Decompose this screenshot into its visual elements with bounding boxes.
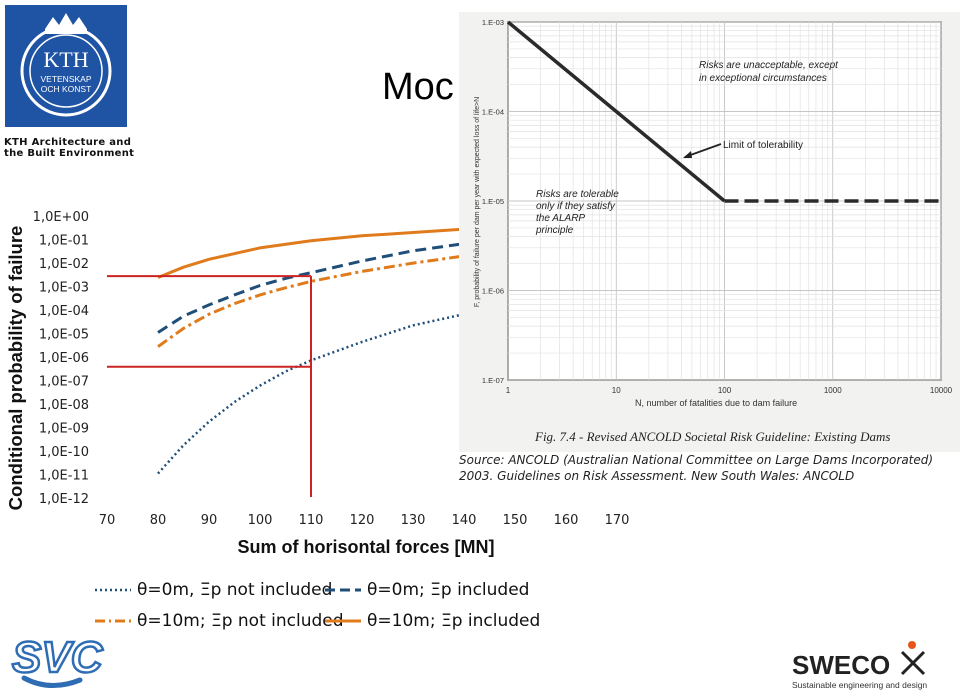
legend-item-series-3 — [95, 611, 344, 631]
kth-logo-sub2: OCH KONST — [40, 84, 92, 94]
legend-swatch-dotted — [95, 585, 131, 595]
kth-logo-text: KTH — [43, 47, 89, 72]
legend-item-series-2 — [325, 580, 529, 600]
svc-logo-text: SVC — [12, 633, 103, 682]
y-tick-label: 1,0E-03 — [38, 280, 89, 296]
kth-caption-line1: KTH Architecture and — [4, 137, 132, 148]
x-axis-label: Sum of horisontal forces [MN] — [237, 537, 495, 557]
y-tick-label: 1,0E-01 — [38, 233, 89, 249]
x-tick-label: 80 — [149, 513, 167, 528]
inset-y-tick-label: 1.E-06 — [481, 286, 504, 296]
inset-annot-limit: Limit of tolerability — [723, 140, 804, 151]
inset-x-tick-label: 1 — [505, 386, 511, 395]
svc-logo — [10, 628, 105, 695]
series-line-4 — [158, 229, 464, 277]
y-tick-label: 1,0E-10 — [38, 445, 89, 460]
inset-annot-unacceptable-2: in exceptional circumstances — [699, 73, 827, 84]
y-tick-label: 1,0E-06 — [38, 351, 89, 366]
y-tick-label: 1,0E-02 — [38, 257, 89, 272]
inset-x-tick-label: 10000 — [929, 386, 953, 395]
inset-annot-tolerable-4: principle — [536, 225, 574, 236]
inset-x-axis-label: N, number of fatalities due to dam failure — [635, 398, 798, 408]
legend-label-series-2: θ=0m; Ξp included — [367, 580, 530, 600]
source-note: Source: ANCOLD (Australian National Committee on Large Dams Incorporated) 2003. Guidelines on Risk Assessment. New South Wales: ANCOLD — [459, 453, 934, 483]
x-tick-label: 140 — [451, 513, 477, 528]
inset-y-tick-label: 1.E-07 — [481, 376, 504, 385]
sweco-logo-icon — [790, 640, 950, 692]
x-tick-label: 160 — [553, 513, 579, 528]
legend-swatch-dashdot — [95, 616, 131, 626]
x-tick-label: 150 — [502, 513, 528, 528]
legend-label-series-4: θ=10m; Ξp included — [367, 611, 541, 631]
inset-y-tick-label: 1.E-05 — [481, 197, 504, 206]
legend-swatch-solid — [325, 616, 361, 626]
inset-y-tick-label: 1.E-04 — [481, 107, 504, 117]
legend-item-series-1 — [95, 580, 332, 600]
y-tick-label: 1,0E-11 — [38, 468, 89, 484]
inset-x-tick-label: 100 — [717, 386, 732, 395]
x-tick-label: 120 — [349, 513, 375, 528]
inset-x-tick-label: 1000 — [823, 386, 842, 395]
inset-y-axis-label: F, probability of failure per dam per year with expected loss of life>N — [474, 96, 481, 308]
slide-title: Moc — [382, 66, 454, 108]
sweco-figure-icon — [902, 641, 924, 674]
inset-x-tick-label: 10 — [611, 386, 621, 395]
legend-label-series-1: θ=0m, Ξp not included — [137, 580, 333, 600]
y-tick-label: 1,0E-07 — [38, 374, 89, 390]
inset-annot-tolerable-2: only if they satisfy — [536, 201, 615, 212]
ancold-inset — [459, 12, 960, 452]
legend-item-series-4 — [325, 611, 540, 631]
kth-logo-sub1: VETENSKAP — [40, 74, 92, 84]
y-tick-label: 1,0E-12 — [38, 492, 89, 507]
kth-logo — [5, 5, 127, 127]
y-tick-label: 1,0E-04 — [38, 304, 89, 319]
inset-caption: Fig. 7.4 - Revised ANCOLD Societal Risk Guideline: Existing Dams — [535, 429, 891, 444]
x-tick-label: 90 — [200, 513, 218, 528]
ancold-chart — [459, 12, 960, 452]
legend-swatch-dashed — [325, 585, 361, 595]
y-tick-label: 1,0E-08 — [38, 398, 89, 413]
y-tick-label: 1,0E+00 — [32, 210, 89, 225]
inset-annot-tolerable-1: Risks are tolerable — [536, 189, 619, 200]
x-tick-label: 130 — [400, 513, 426, 528]
sweco-logo — [790, 640, 950, 697]
y-tick-label: 1,0E-09 — [38, 421, 89, 437]
x-tick-label: 100 — [247, 513, 273, 528]
x-tick-label: 110 — [298, 513, 324, 528]
sweco-tagline: Sustainable engineering and design — [792, 680, 928, 690]
x-tick-label: 70 — [98, 513, 116, 528]
kth-caption-line2: the Built Environment — [4, 148, 135, 159]
y-axis-label: Conditional probability of failure — [5, 225, 26, 511]
inset-annot-unacceptable-1: Risks are unacceptable, except — [699, 60, 838, 71]
y-tick-label: 1,0E-05 — [38, 327, 89, 343]
kth-crest-icon — [5, 5, 127, 127]
sweco-logo-name: SWECO — [792, 650, 891, 680]
svc-logo-icon — [10, 628, 105, 690]
inset-annot-tolerable-3: the ALARP — [536, 213, 586, 224]
kth-caption — [4, 137, 134, 159]
inset-y-tick-label: 1.E-03 — [481, 18, 504, 27]
legend-label-series-3: θ=10m; Ξp not included — [137, 611, 344, 631]
x-tick-label: 170 — [604, 513, 630, 528]
